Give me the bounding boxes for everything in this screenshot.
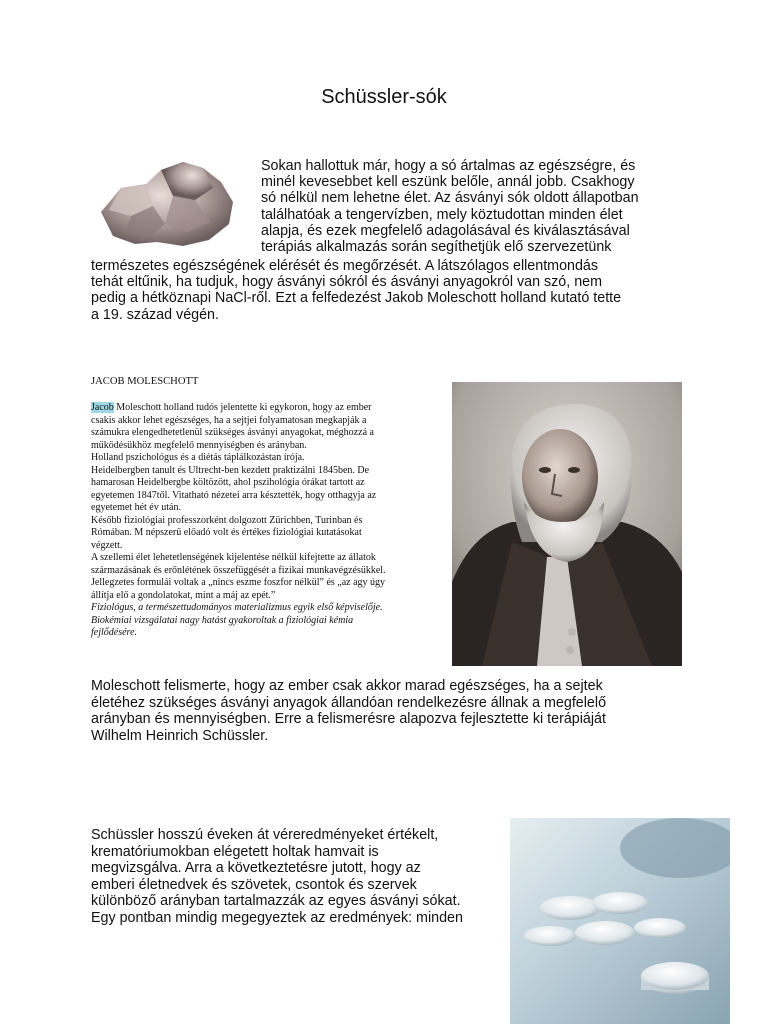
para3-line: emberi életnedvek és szövetek, csontok és szervek <box>91 876 417 893</box>
bio-line: működésükhöz megfelelő mennyiségben és arányban. <box>91 439 307 451</box>
para3-line: különböző arányban tartalmazzák az egyes ásványi sókat. <box>91 893 461 909</box>
bio-italic-line: Biokémiai vizsgálatai nagy hatást gyakoroltak a fiziológiai kémia <box>91 614 354 626</box>
bio-line: egyetemet hét év után. <box>91 502 181 513</box>
intro-line: Sokan hallottuk már, hogy a só ártalmas az egészségre, és <box>261 158 636 174</box>
moleschott-recognition-paragraph <box>91 678 691 744</box>
bio-italic-line: fejlődésére. <box>91 627 138 638</box>
bio-line: származásának és erőnlétének összefüggését a fizikai munkavégzésükkel. <box>91 564 386 576</box>
para3-line: Schüssler hosszú éveken át véreredményeket értékelt, <box>91 827 439 843</box>
intro-line: pedig a hétköznapi NaCl-ről. Ezt a felfedezést Jakob Moleschott holland kutató tette <box>91 290 622 307</box>
bio-first-line-rest: Moleschott holland tudós jelentette ki egykoron, hogy az ember <box>113 402 372 413</box>
intro-line: só nélkül nem lehetne élet. Az ásványi sók oldott állapotban <box>261 190 639 207</box>
bio-line: állítja elő a gondolatokat, mint a máj az epét.” <box>91 589 276 601</box>
moleschott-heading: JACOB MOLESCHOTT <box>91 376 199 387</box>
bio-line: egyetemen 1847től. Vitatható nézetei arra késztették, hogy otthagyja az <box>91 489 377 501</box>
para2-line: életéhez szükséges ásványi anyagok állandóan rendelkezésre állnak a megfelelő <box>91 694 607 711</box>
intro-line: terápiás alkalmazás során segíthetjük elő szervezetünk <box>261 239 612 256</box>
para3-line: Egy pontban mindig megegyeztek az eredmények: minden <box>91 909 463 926</box>
intro-line: alapja, és ezek megfelelő adagolásával és kiválasztásával <box>261 222 630 239</box>
highlighted-word: Jacob <box>91 402 114 413</box>
bio-line: Holland pszichológus és a diétás táplálkozástan írója. <box>91 452 305 463</box>
bio-line: Később fiziológiai professzorként dolgozott Zürichben, Turinban és <box>91 514 363 526</box>
moleschott-portrait-image <box>452 382 682 666</box>
page-title: Schüssler-sók <box>321 86 447 108</box>
intro-line: természetes egészségének elérését és megőrzését. A látszólagos ellentmondás <box>91 258 599 274</box>
bio-line: A szellemi élet lehetetlenségének kijelentése nélkül kifejtette az állatok <box>91 552 376 563</box>
para2-line: Moleschott felismerte, hogy az ember csak akkor marad egészséges, ha a sejtek <box>91 678 603 694</box>
para2-line: Wilhelm Heinrich Schüssler. <box>91 727 269 744</box>
bio-line: Heidelbergben tanult és Ultrecht-ben kezdett praktizálni 1845ben. De <box>91 464 370 476</box>
bio-line: hamarosan Heidelbergbe költözött, ahol pszihológia órákat tartott az <box>91 477 365 488</box>
intro-line: a 19. század végén. <box>91 306 219 323</box>
intro-line: tehát eltűnik, ha tudjuk, hogy ásványi sókról és ásványi anyagokról van szó, nem <box>91 274 603 291</box>
bio-line: számukra elengedhetetlenül szükséges ásványi anyagokat, méghozzá a <box>91 427 374 438</box>
para2-line: arányban és mennyiségben. Erre a felismerésre alapozva fejlesztette ki terápiáját <box>91 711 606 727</box>
mineral-salt-image <box>91 140 251 258</box>
bio-line: Rómában. M népszerű előadó volt és értékes fiziológiai kutatásokat <box>91 527 362 538</box>
bio-italic-line: Fiziológus, a természettudományos materializmus egyik első képviselője. <box>91 602 383 613</box>
intro-paragraph <box>91 158 681 323</box>
intro-line: minél kevesebbet kell eszünk belőle, annál jobb. Csakhogy <box>261 174 635 191</box>
bio-line: végzett. <box>91 539 123 551</box>
para3-line: megvizsgálva. Arra a következtetésre jutott, hogy az <box>91 860 421 876</box>
moleschott-biography <box>91 402 446 640</box>
intro-line: találhatóak a tengervízben, mely köztudottan minden élet <box>261 206 623 223</box>
pills-image <box>510 818 730 1024</box>
para3-line: krematóriumokban elégetett holtak hamvait is <box>91 843 379 860</box>
bio-line: csakis akkor lehet egészséges, ha a sejtjei folyamatosan megkapják a <box>91 414 367 426</box>
bio-line <box>91 402 446 415</box>
bio-line: Jellegzetes formulái voltak a „nincs eszme foszfor nélkül” és „az agy úgy <box>91 577 386 588</box>
schussler-research-paragraph <box>91 827 501 926</box>
